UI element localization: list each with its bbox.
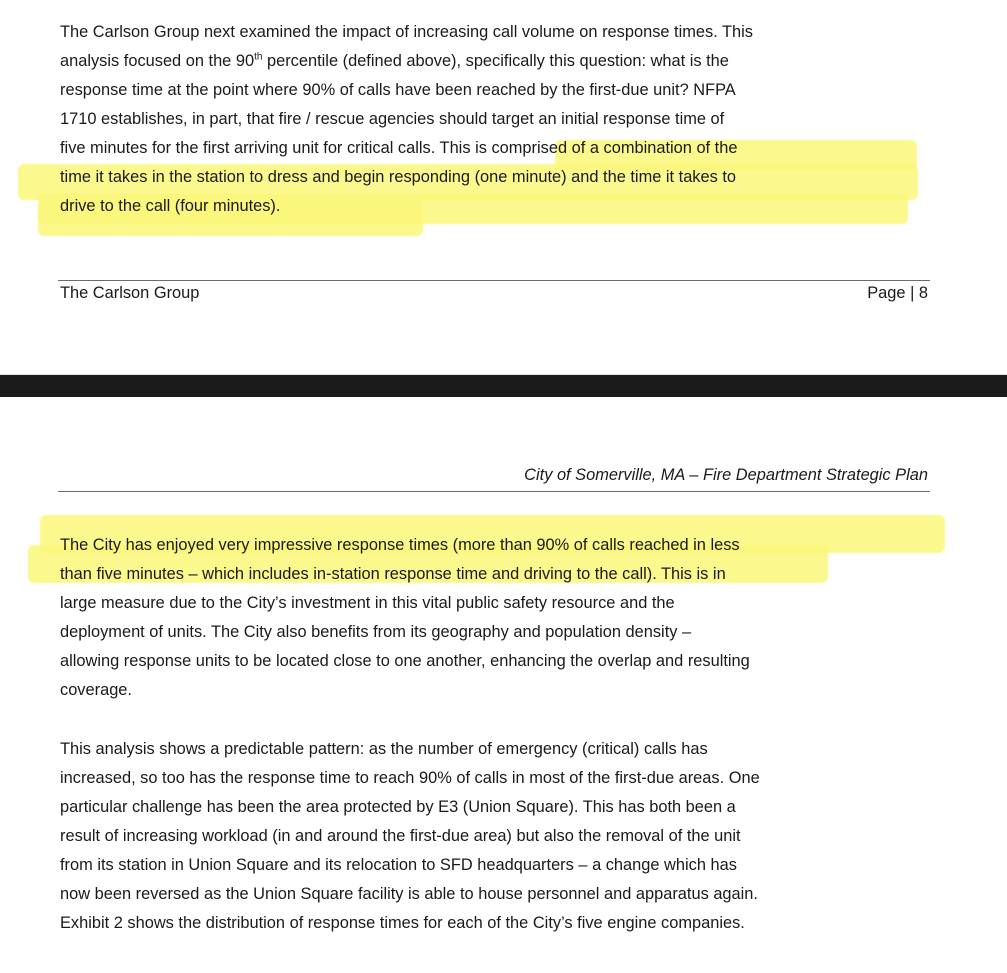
highlighted-text: his is comprised of a combination of the [449, 139, 738, 157]
text-line [60, 47, 940, 76]
text-line: 1710 establishes, in part, that fire / rescue agencies should target an initial response time of [60, 110, 725, 128]
text-line: particular challenge has been the area protected by E3 (Union Square). This has both been a [60, 798, 736, 816]
text-line: The Carlson Group next examined the impact of increasing call volume on response times. This [60, 23, 753, 41]
text-line: Exhibit 2 shows the distribution of response times for each of the City’s five engine companies. [60, 914, 745, 932]
text-line: deployment of units. The City also benefits from its geography and population density – [60, 623, 692, 641]
text-line: from its station in Union Square and its relocation to SFD headquarters – a change which has [60, 856, 737, 874]
body-paragraph [60, 531, 940, 705]
page-separator [0, 374, 1007, 397]
highlighted-text: than five minutes – which includes in-station response time and driving to the call) [60, 565, 653, 583]
document-page-bottom [0, 397, 1007, 973]
text-line: This analysis shows a predictable pattern: as the number of emergency (critical) calls has [60, 740, 708, 758]
text-segment: analysis focused on the 90 [60, 52, 255, 70]
text-line [60, 134, 940, 163]
highlighted-text-line: time it takes in the station to dress and begin responding (one minute) and the time it takes to [60, 168, 737, 186]
text-line: allowing response units to be located close to one another, enhancing the overlap and resulting [60, 652, 750, 670]
text-line: coverage. [60, 681, 132, 699]
body-paragraph [60, 735, 940, 938]
text-segment: percentile (defined above), specifically this question: what is the [262, 52, 729, 70]
text-line: increased, so too has the response time to reach 90% of calls in most of the first-due areas. One [60, 769, 760, 787]
body-paragraph [60, 18, 940, 221]
superscript: th [254, 51, 263, 63]
header-divider [58, 491, 930, 492]
footer-page-number: Page | 8 [867, 284, 928, 302]
highlighted-text-line: The City has enjoyed very impressive response times (more than 90% of calls reached in less [60, 536, 740, 554]
text-line [60, 560, 940, 589]
page-header-title: City of Somerville, MA – Fire Department Strategic Plan [524, 466, 928, 484]
highlighted-text-line: drive to the call (four minutes). [60, 197, 281, 215]
text-line: response time at the point where 90% of calls have been reached by the first-due unit? NFPA [60, 81, 736, 99]
document-page-top [0, 0, 1007, 374]
text-segment: . This is in [652, 565, 726, 583]
footer-company-name: The Carlson Group [60, 284, 200, 302]
footer-divider [58, 280, 930, 281]
text-line: result of increasing workload (in and around the first-due area) but also the removal of the unit [60, 827, 741, 845]
text-line: now been reversed as the Union Square facility is able to house personnel and apparatus again. [60, 885, 758, 903]
text-segment: five minutes for the first arriving unit for critical calls. T [60, 139, 450, 157]
text-line: large measure due to the City’s investment in this vital public safety resource and the [60, 594, 675, 612]
